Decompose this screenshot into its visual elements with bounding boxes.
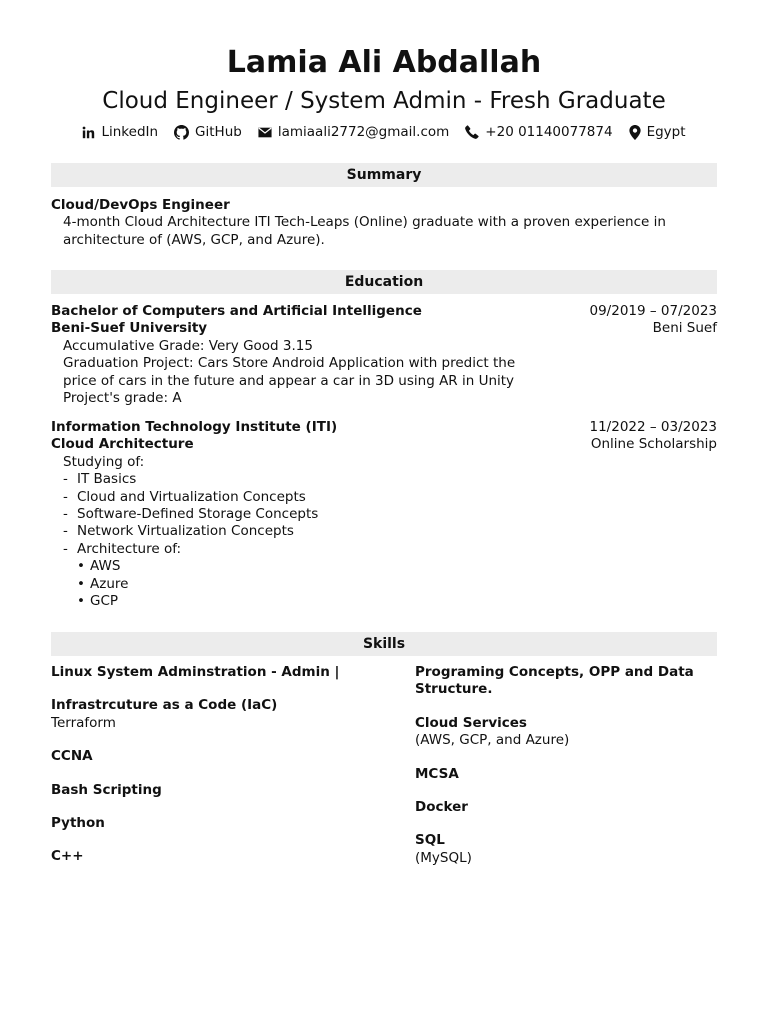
- course-list: [51, 471, 717, 558]
- email-link[interactable]: lamiaali2772@gmail.com: [277, 124, 450, 140]
- skill-item: [51, 748, 415, 765]
- skill-title: Python: [51, 815, 105, 832]
- education-detail: Accumulative Grade: Very Good 3.15: [63, 337, 313, 354]
- skills-grid: [51, 664, 717, 883]
- list-item: • AWS: [77, 558, 717, 575]
- list-item: - Architecture of:: [63, 541, 717, 558]
- education-detail: Graduation Project: Cars Store Android Application with predict the price of cars in the future and appear a car in 3D using AR in Unity: [63, 355, 516, 389]
- skill-item: [51, 815, 415, 832]
- skill-item: [415, 664, 717, 699]
- linkedin-icon: [82, 126, 95, 139]
- contact-phone[interactable]: [465, 122, 612, 142]
- candidate-title: Cloud Engineer / System Admin - Fresh Graduate: [102, 88, 666, 114]
- map-pin-icon: [629, 125, 641, 140]
- list-item: • Azure: [77, 576, 717, 593]
- skill-detail: (AWS, GCP, and Azure): [415, 732, 570, 749]
- skill-item: [51, 848, 415, 865]
- skill-title: Cloud Services: [415, 714, 527, 731]
- education-detail: Project's grade: A: [63, 390, 182, 407]
- list-item: - IT Basics: [63, 471, 717, 488]
- summary-text: 4-month Cloud Architecture ITI Tech-Leaps (Online) graduate with a proven experience in architecture of (AWS, GCP, and Azure).: [63, 214, 666, 248]
- candidate-name: Lamia Ali Abdallah: [226, 45, 542, 80]
- skill-title: C++: [51, 848, 84, 865]
- skill-title: Bash Scripting: [51, 781, 162, 798]
- education-dates: 09/2019 – 07/2023: [589, 303, 717, 319]
- skill-item: [51, 697, 415, 732]
- skill-title: Docker: [415, 799, 468, 816]
- location-text: Egypt: [646, 124, 686, 140]
- contact-bar: [51, 122, 717, 142]
- skill-title: CCNA: [51, 748, 93, 765]
- list-item: - Cloud and Virtualization Concepts: [63, 489, 717, 506]
- skill-title: MCSA: [415, 765, 459, 782]
- skill-title: Infrastrcuture as a Code (IaC): [51, 697, 278, 714]
- phone-icon: [465, 125, 479, 139]
- education-location: Online Scholarship: [590, 436, 717, 453]
- linkedin-link[interactable]: LinkedIn: [101, 124, 159, 140]
- github-link[interactable]: GitHub: [195, 124, 242, 140]
- summary-block: [51, 197, 717, 249]
- education-location: Beni Suef: [652, 320, 717, 337]
- skill-item: [415, 766, 717, 783]
- contact-email[interactable]: [258, 122, 449, 142]
- skill-detail: (MySQL): [415, 849, 472, 866]
- resume-page: [51, 0, 717, 1024]
- summary-role: Cloud/DevOps Engineer: [51, 197, 230, 213]
- skill-title: SQL: [415, 832, 445, 849]
- skill-title: Programing Concepts, OPP and Data Structure.: [415, 664, 694, 698]
- list-item: - Network Virtualization Concepts: [63, 523, 717, 540]
- education-entry-1: [51, 303, 717, 407]
- education-dates: 11/2022 – 03/2023: [589, 419, 717, 435]
- education-institution: Beni-Suef University: [51, 320, 208, 337]
- skill-title: Linux System Adminstration - Admin |: [51, 664, 340, 680]
- contact-github[interactable]: [174, 122, 242, 142]
- list-item: - Software-Defined Storage Concepts: [63, 506, 717, 523]
- skill-item: [51, 664, 415, 681]
- skills-column-left: [51, 664, 415, 883]
- skill-item: [415, 832, 717, 867]
- cloud-provider-list: [51, 558, 717, 610]
- contact-linkedin[interactable]: [82, 122, 158, 142]
- contact-location: [629, 122, 686, 142]
- section-skills-heading: Skills: [51, 632, 717, 656]
- education-institution: Cloud Architecture: [51, 436, 194, 453]
- skill-detail: Terraform: [51, 714, 116, 731]
- education-entry-2: [51, 419, 717, 610]
- education-intro: Studying of:: [63, 453, 145, 470]
- section-education-heading: Education: [51, 270, 717, 294]
- skill-item: [415, 715, 717, 750]
- skill-item: [415, 799, 717, 816]
- phone-number[interactable]: +20 01140077874: [485, 124, 613, 140]
- github-icon: [174, 125, 189, 140]
- education-degree: Bachelor of Computers and Artificial Intelligence: [51, 303, 422, 319]
- list-item: • GCP: [77, 593, 717, 610]
- envelope-icon: [258, 127, 272, 138]
- skills-column-right: [415, 664, 717, 883]
- section-summary-heading: Summary: [51, 163, 717, 187]
- skill-item: [51, 782, 415, 799]
- education-degree: Information Technology Institute (ITI): [51, 419, 338, 435]
